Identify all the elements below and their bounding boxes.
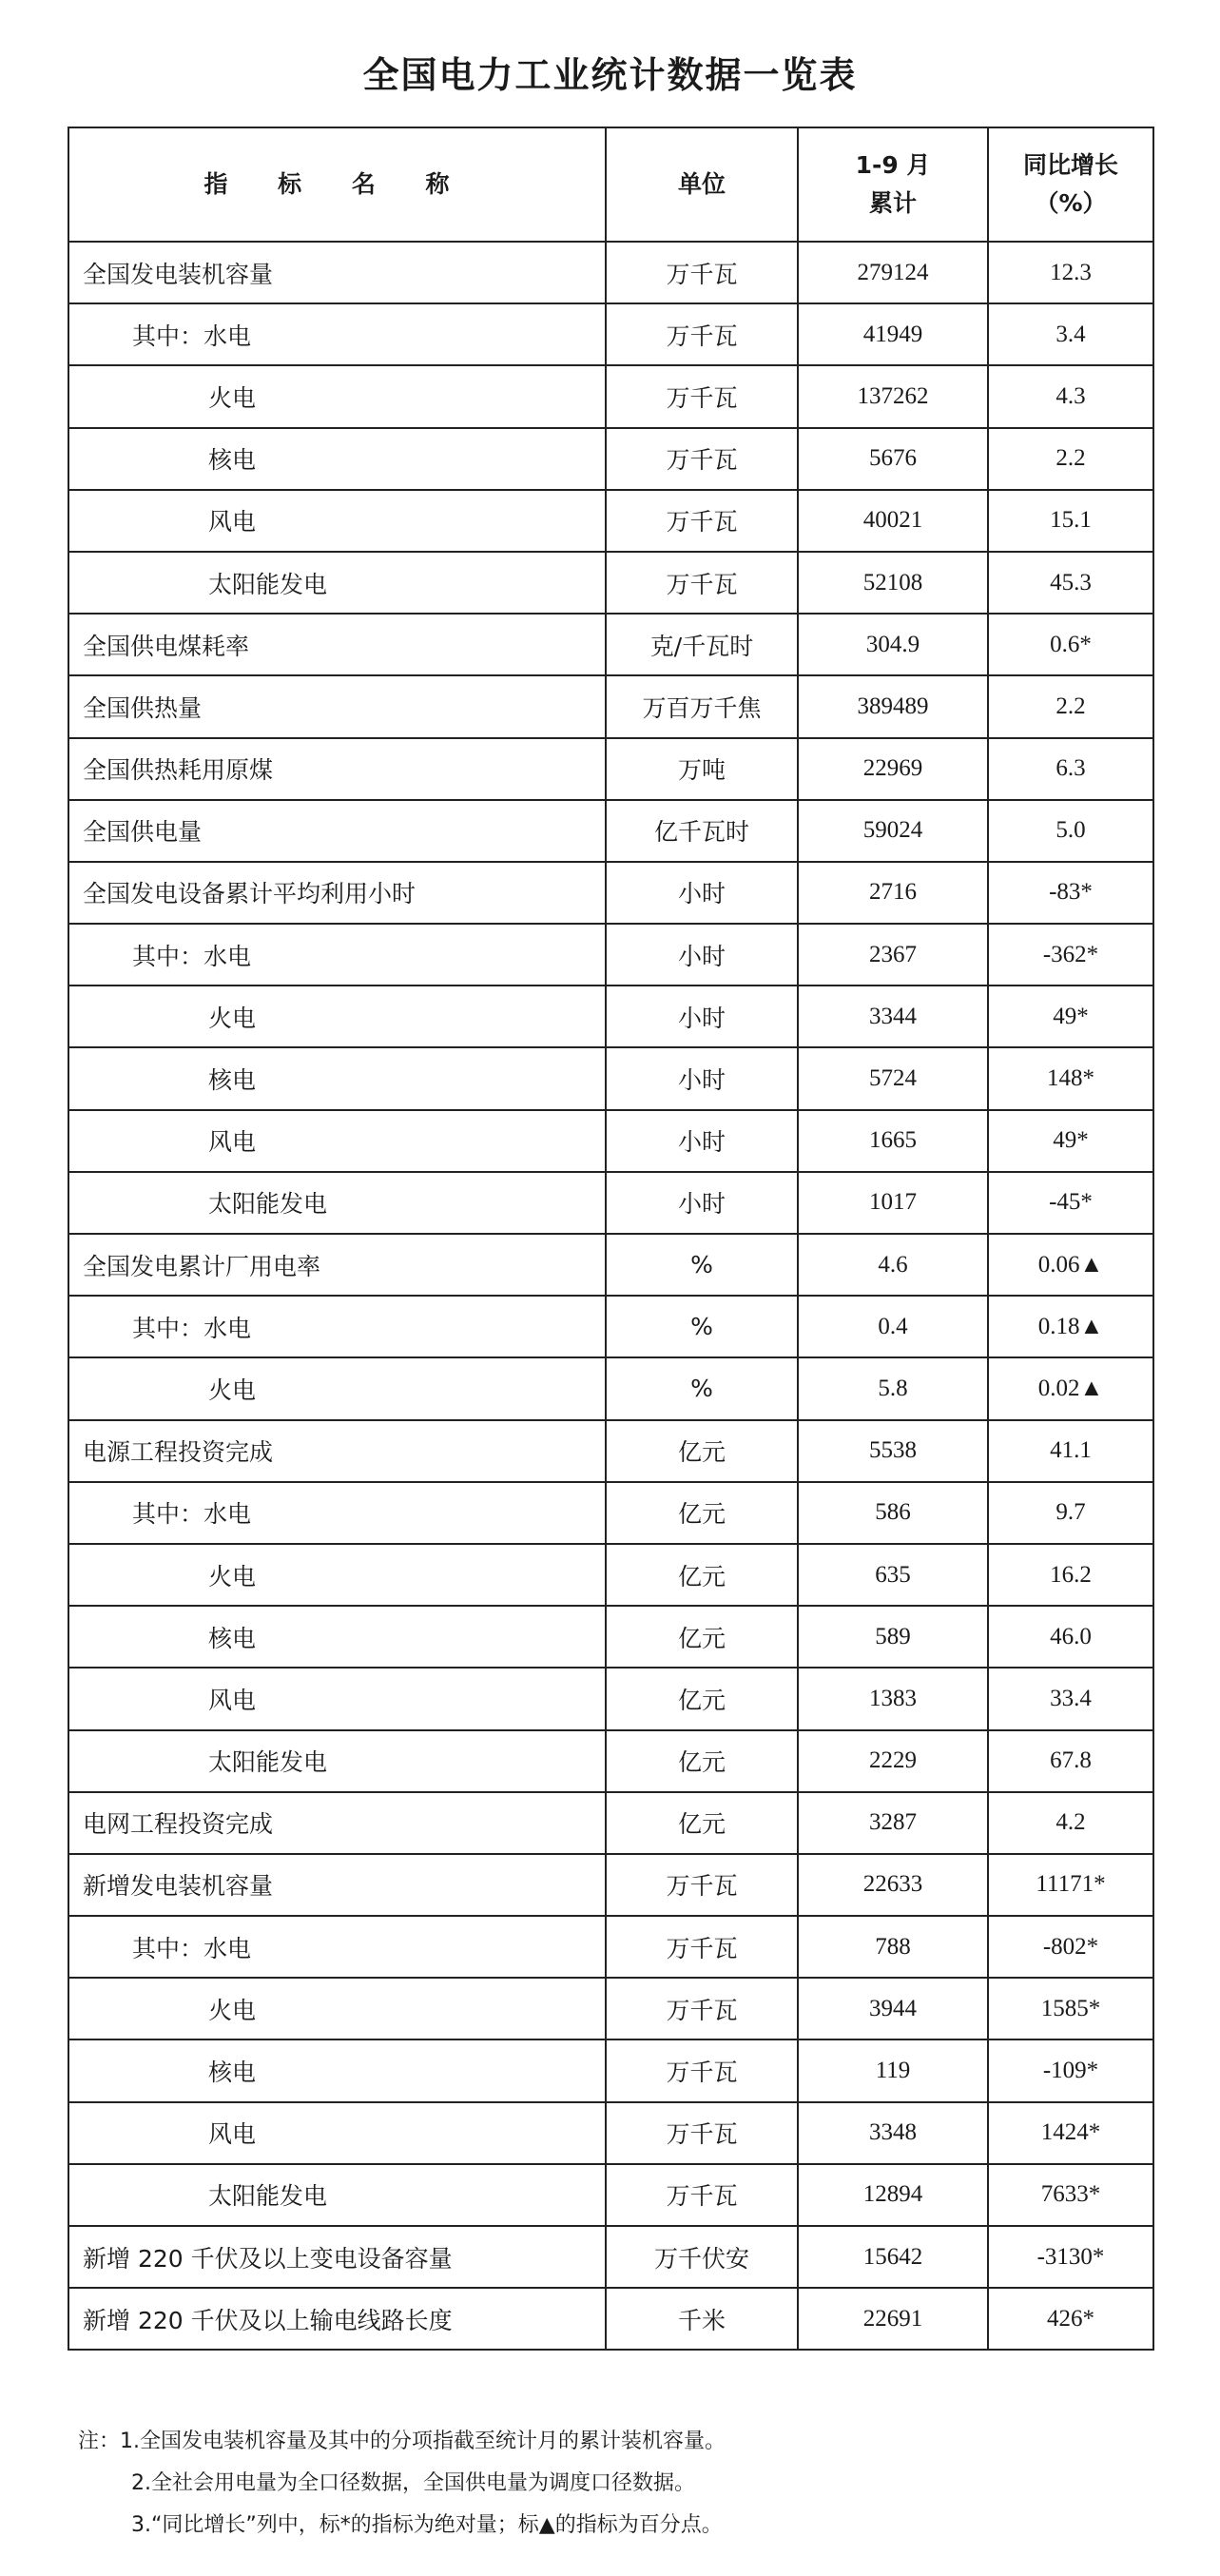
table-row <box>68 2164 1153 2226</box>
unit-cell: 小时 <box>606 1047 798 1109</box>
unit-cell: 万千瓦 <box>606 2102 798 2164</box>
indicator-name-cell: 风电 <box>68 1110 606 1172</box>
cumulative-value-cell: 0.4 <box>798 1296 988 1357</box>
table-row <box>68 242 1153 303</box>
cumulative-value-cell: 5676 <box>798 428 988 490</box>
yoy-growth-cell: -802* <box>988 1916 1153 1978</box>
cumulative-value-cell: 3348 <box>798 2102 988 2164</box>
yoy-growth-cell: 5.0 <box>988 800 1153 862</box>
table-row <box>68 1792 1153 1854</box>
table-row <box>68 1047 1153 1109</box>
indicator-name-cell: 全国供电煤耗率 <box>68 614 606 675</box>
indicator-name-cell: 新增 220 千伏及以上输电线路长度 <box>68 2288 606 2350</box>
cumulative-value-cell: 1017 <box>798 1172 988 1234</box>
yoy-growth-cell: 6.3 <box>988 738 1153 800</box>
yoy-growth-cell: 16.2 <box>988 1544 1153 1606</box>
cumulative-value-cell: 2367 <box>798 924 988 986</box>
table-row <box>68 1606 1153 1668</box>
cumulative-value-cell: 22691 <box>798 2288 988 2350</box>
yoy-growth-cell: -83* <box>988 862 1153 924</box>
unit-cell: 万千瓦 <box>606 552 798 614</box>
table-row <box>68 1357 1153 1419</box>
yoy-growth-cell: 49* <box>988 986 1153 1047</box>
yoy-growth-cell: 2.2 <box>988 428 1153 490</box>
yoy-growth-cell: 7633* <box>988 2164 1153 2226</box>
yoy-growth-cell: 67.8 <box>988 1730 1153 1792</box>
yoy-growth-cell: 426* <box>988 2288 1153 2350</box>
indicator-name-cell: 火电 <box>68 365 606 427</box>
header-yoy-growth: 同比增长 （%） <box>988 127 1153 242</box>
table-row <box>68 2288 1153 2350</box>
indicator-name-cell: 火电 <box>68 1978 606 2039</box>
yoy-growth-cell: 3.4 <box>988 303 1153 365</box>
unit-cell: 小时 <box>606 1110 798 1172</box>
indicator-name-cell: 电源工程投资完成 <box>68 1420 606 1482</box>
cumulative-value-cell: 2229 <box>798 1730 988 1792</box>
yoy-growth-cell: 4.2 <box>988 1792 1153 1854</box>
cumulative-value-cell: 589 <box>798 1606 988 1668</box>
unit-cell: 亿元 <box>606 1544 798 1606</box>
table-row <box>68 1730 1153 1792</box>
unit-cell: 万千瓦 <box>606 365 798 427</box>
unit-cell: 小时 <box>606 1172 798 1234</box>
unit-cell: % <box>606 1357 798 1419</box>
cumulative-value-cell: 3287 <box>798 1792 988 1854</box>
cumulative-value-cell: 52108 <box>798 552 988 614</box>
table-row <box>68 675 1153 737</box>
yoy-growth-cell: 15.1 <box>988 490 1153 552</box>
yoy-growth-cell: -109* <box>988 2039 1153 2101</box>
unit-cell: 小时 <box>606 986 798 1047</box>
yoy-growth-cell: 45.3 <box>988 552 1153 614</box>
unit-cell: % <box>606 1234 798 1296</box>
yoy-growth-cell: 0.02▲ <box>988 1357 1153 1419</box>
table-row <box>68 303 1153 365</box>
unit-cell: 千米 <box>606 2288 798 2350</box>
indicator-name-cell: 全国发电装机容量 <box>68 242 606 303</box>
unit-cell: 亿元 <box>606 1606 798 1668</box>
indicator-name-cell: 核电 <box>68 428 606 490</box>
indicator-name-cell: 太阳能发电 <box>68 2164 606 2226</box>
cumulative-value-cell: 5724 <box>798 1047 988 1109</box>
yoy-growth-cell: 9.7 <box>988 1482 1153 1544</box>
footnotes <box>78 2421 726 2547</box>
indicator-name-cell: 全国供电量 <box>68 800 606 862</box>
yoy-growth-cell: 49* <box>988 1110 1153 1172</box>
cumulative-value-cell: 304.9 <box>798 614 988 675</box>
indicator-name-cell: 新增发电装机容量 <box>68 1854 606 1916</box>
header-unit: 单位 <box>606 127 798 242</box>
indicator-name-cell: 太阳能发电 <box>68 1172 606 1234</box>
indicator-name-cell: 核电 <box>68 1047 606 1109</box>
cumulative-value-cell: 389489 <box>798 675 988 737</box>
yoy-growth-cell: -45* <box>988 1172 1153 1234</box>
yoy-growth-cell: 1585* <box>988 1978 1153 2039</box>
footnote-1: 注：1.全国发电装机容量及其中的分项指截至统计月的累计装机容量。 <box>78 2430 726 2453</box>
table-row <box>68 1420 1153 1482</box>
cumulative-value-cell: 137262 <box>798 365 988 427</box>
table-row <box>68 2102 1153 2164</box>
table-row <box>68 365 1153 427</box>
indicator-name-cell: 太阳能发电 <box>68 1730 606 1792</box>
unit-cell: 亿元 <box>606 1792 798 1854</box>
indicator-name-cell: 其中：水电 <box>68 1916 606 1978</box>
indicator-name-cell: 风电 <box>68 2102 606 2164</box>
table-row <box>68 738 1153 800</box>
indicator-name-cell: 太阳能发电 <box>68 552 606 614</box>
yoy-growth-cell: 46.0 <box>988 1606 1153 1668</box>
table-row <box>68 1854 1153 1916</box>
unit-cell: 亿元 <box>606 1420 798 1482</box>
statistics-table <box>68 127 1154 2351</box>
unit-cell: 克/千瓦时 <box>606 614 798 675</box>
cumulative-value-cell: 1665 <box>798 1110 988 1172</box>
indicator-name-cell: 其中：水电 <box>68 1296 606 1357</box>
yoy-growth-cell: -3130* <box>988 2226 1153 2288</box>
footnote-2: 2.全社会用电量为全口径数据，全国供电量为调度口径数据。 <box>131 2471 695 2495</box>
table-row <box>68 924 1153 986</box>
indicator-name-cell: 核电 <box>68 1606 606 1668</box>
cumulative-value-cell: 635 <box>798 1544 988 1606</box>
cumulative-value-cell: 3944 <box>798 1978 988 2039</box>
yoy-growth-cell: 41.1 <box>988 1420 1153 1482</box>
cumulative-value-cell: 40021 <box>798 490 988 552</box>
cumulative-value-cell: 22969 <box>798 738 988 800</box>
table-row <box>68 1110 1153 1172</box>
table-row <box>68 1978 1153 2039</box>
table-row <box>68 1668 1153 1729</box>
indicator-name-cell: 风电 <box>68 1668 606 1729</box>
cumulative-value-cell: 586 <box>798 1482 988 1544</box>
cumulative-value-cell: 4.6 <box>798 1234 988 1296</box>
page-title: 全国电力工业统计数据一览表 <box>362 54 858 96</box>
unit-cell: 小时 <box>606 924 798 986</box>
yoy-growth-cell: 11171* <box>988 1854 1153 1916</box>
table-row <box>68 1916 1153 1978</box>
cumulative-value-cell: 22633 <box>798 1854 988 1916</box>
unit-cell: 万吨 <box>606 738 798 800</box>
cumulative-value-cell: 3344 <box>798 986 988 1047</box>
unit-cell: 万千瓦 <box>606 2164 798 2226</box>
indicator-name-cell: 其中：水电 <box>68 924 606 986</box>
table-row <box>68 1482 1153 1544</box>
table-row <box>68 986 1153 1047</box>
cumulative-value-cell: 2716 <box>798 862 988 924</box>
indicator-name-cell: 火电 <box>68 986 606 1047</box>
indicator-name-cell: 全国供热量 <box>68 675 606 737</box>
indicator-name-cell: 火电 <box>68 1357 606 1419</box>
table-row <box>68 1544 1153 1606</box>
header-cumulative: 1-9 月 累计 <box>798 127 988 242</box>
indicator-name-cell: 风电 <box>68 490 606 552</box>
unit-cell: 亿元 <box>606 1668 798 1729</box>
yoy-growth-cell: 2.2 <box>988 675 1153 737</box>
cumulative-value-cell: 59024 <box>798 800 988 862</box>
yoy-growth-cell: 148* <box>988 1047 1153 1109</box>
cumulative-value-cell: 119 <box>798 2039 988 2101</box>
unit-cell: 万千瓦 <box>606 1978 798 2039</box>
cumulative-value-cell: 279124 <box>798 242 988 303</box>
table-row <box>68 490 1153 552</box>
unit-cell: 万千瓦 <box>606 428 798 490</box>
table-row <box>68 1234 1153 1296</box>
cumulative-value-cell: 41949 <box>798 303 988 365</box>
table-row <box>68 614 1153 675</box>
indicator-name-cell: 全国供热耗用原煤 <box>68 738 606 800</box>
header-indicator-name: 指 标 名 称 <box>68 127 606 242</box>
unit-cell: % <box>606 1296 798 1357</box>
table-row <box>68 1172 1153 1234</box>
unit-cell: 万千瓦 <box>606 242 798 303</box>
indicator-name-cell: 全国发电累计厂用电率 <box>68 1234 606 1296</box>
cumulative-value-cell: 1383 <box>798 1668 988 1729</box>
unit-cell: 万千瓦 <box>606 303 798 365</box>
yoy-growth-cell: 12.3 <box>988 242 1153 303</box>
table-row <box>68 800 1153 862</box>
unit-cell: 万千瓦 <box>606 1916 798 1978</box>
unit-cell: 万千瓦 <box>606 1854 798 1916</box>
unit-cell: 亿元 <box>606 1730 798 1792</box>
indicator-name-cell: 全国发电设备累计平均利用小时 <box>68 862 606 924</box>
yoy-growth-cell: 33.4 <box>988 1668 1153 1729</box>
yoy-growth-cell: -362* <box>988 924 1153 986</box>
cumulative-value-cell: 5.8 <box>798 1357 988 1419</box>
indicator-name-cell: 火电 <box>68 1544 606 1606</box>
table-header-row <box>68 127 1153 242</box>
cumulative-value-cell: 788 <box>798 1916 988 1978</box>
yoy-growth-cell: 0.18▲ <box>988 1296 1153 1357</box>
unit-cell: 亿元 <box>606 1482 798 1544</box>
unit-cell: 亿千瓦时 <box>606 800 798 862</box>
table-row <box>68 2039 1153 2101</box>
unit-cell: 万千瓦 <box>606 2039 798 2101</box>
table-row <box>68 552 1153 614</box>
unit-cell: 万千伏安 <box>606 2226 798 2288</box>
indicator-name-cell: 核电 <box>68 2039 606 2101</box>
cumulative-value-cell: 15642 <box>798 2226 988 2288</box>
cumulative-value-cell: 5538 <box>798 1420 988 1482</box>
unit-cell: 万千瓦 <box>606 490 798 552</box>
cumulative-value-cell: 12894 <box>798 2164 988 2226</box>
indicator-name-cell: 电网工程投资完成 <box>68 1792 606 1854</box>
unit-cell: 小时 <box>606 862 798 924</box>
yoy-growth-cell: 0.06▲ <box>988 1234 1153 1296</box>
footnote-3: 3.“同比增长”列中，标*的指标为绝对量；标▲的指标为百分点。 <box>131 2513 723 2537</box>
indicator-name-cell: 其中：水电 <box>68 303 606 365</box>
table-row <box>68 2226 1153 2288</box>
table-row <box>68 428 1153 490</box>
yoy-growth-cell: 0.6* <box>988 614 1153 675</box>
table-row <box>68 862 1153 924</box>
indicator-name-cell: 新增 220 千伏及以上变电设备容量 <box>68 2226 606 2288</box>
indicator-name-cell: 其中：水电 <box>68 1482 606 1544</box>
yoy-growth-cell: 4.3 <box>988 365 1153 427</box>
table-row <box>68 1296 1153 1357</box>
yoy-growth-cell: 1424* <box>988 2102 1153 2164</box>
unit-cell: 万百万千焦 <box>606 675 798 737</box>
